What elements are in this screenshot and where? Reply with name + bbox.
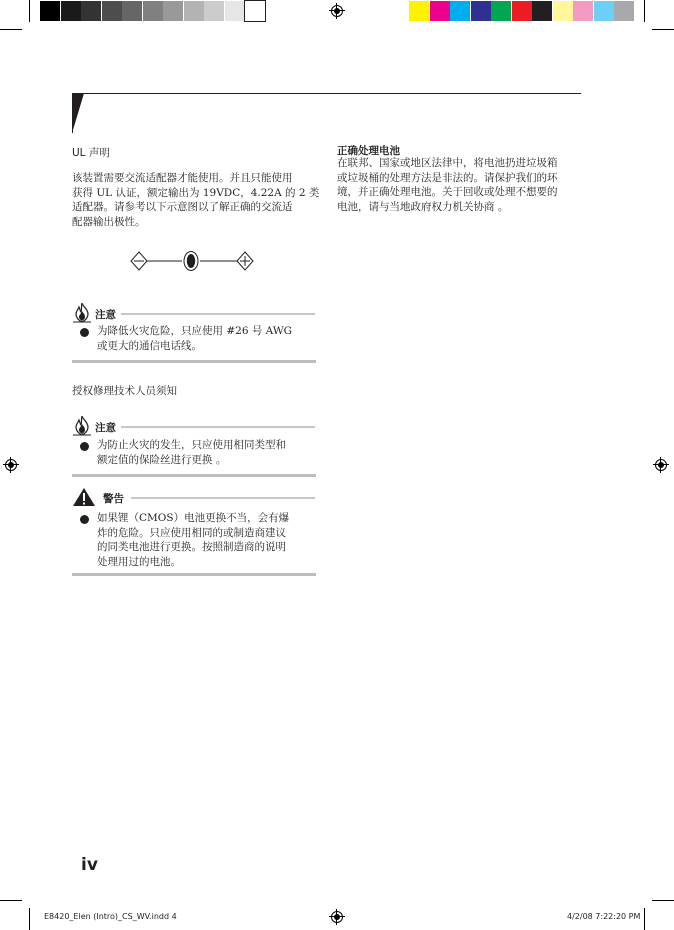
gray-swatch [204,1,224,21]
flame-icon [73,303,91,323]
color-swatch [409,1,429,21]
gray-swatch [81,1,101,21]
crop-mark [0,29,22,30]
warning-text-line: 的同类电池进行更换。按照制造商的说明 [97,541,286,554]
registration-mark-top [329,3,345,19]
crop-mark [29,908,30,930]
bullet [80,515,89,524]
caution-bottom-rule [72,474,316,477]
warning-bottom-rule [72,573,316,576]
color-swatch [614,1,634,21]
color-swatch [491,1,511,21]
registration-mark-left [3,457,19,473]
caution-header-rule [121,313,315,315]
battery-paragraph [337,156,587,214]
ul-paragraph [72,171,322,229]
color-swatch [594,1,614,21]
caution-text-line: 或更大的通信电话线。 [97,339,202,352]
polarity-diagram [130,250,256,272]
battery-paragraph-line: 电池，请与当地政府权力机关协商 。 [337,200,509,213]
battery-paragraph-line: 境，并正确处理电池。关于回收或处理不想要的 [337,186,558,199]
flame-icon [73,416,91,436]
header-rule [72,93,581,94]
gray-swatch [122,1,142,21]
crop-mark [0,900,22,901]
warning-text-line: 如果锂（CMOS）电池更换不当，会有爆 [97,512,290,524]
color-swatch [471,1,491,21]
gray-swatch [163,1,183,21]
header-wedge [72,93,84,133]
caution-bottom-rule [72,360,316,363]
gray-swatch [40,1,60,21]
caution-text-line: 为防止火灾的发生，只应使用相同类型和 [97,439,286,451]
crop-mark [644,908,645,930]
registration-mark-bottom [329,909,345,925]
battery-paragraph-line: 或垃圾桶的处理方法是非法的。请保护我们的环 [337,171,558,184]
header-left-bar [72,93,73,133]
battery-paragraph-line: 在联邦、国家或地区法律中，将电池扔进垃圾箱 [337,157,558,169]
caution-label: 注意 [95,309,116,321]
gray-swatch [245,1,265,21]
gray-swatch [61,1,81,21]
gray-swatch [143,1,163,21]
footer-filename: E8420_Elen (Intro)_CS_WV.indd 4 [44,912,177,921]
warning-triangle-icon [72,487,96,507]
crop-mark [652,29,674,30]
service-heading: 授权修理技术人员须知 [72,385,177,397]
warning-text-line: 炸的危险。只应使用相同的或制造商建议 [97,526,286,539]
gray-swatch [102,1,122,21]
registration-mark-right [653,457,669,473]
bullet [80,328,89,337]
color-swatch [512,1,532,21]
crop-mark [29,0,30,22]
ul-heading: UL 声明 [72,147,110,159]
caution-header-rule [121,426,315,428]
crop-mark [644,0,645,22]
ul-paragraph-line: 该装置需要交流适配器才能使用。并且只能使用 [72,172,293,184]
barrel-connector-center [187,254,195,268]
page-number: iv [81,855,98,875]
gray-swatch [225,1,245,21]
caution-text-line: 额定值的保险丝进行更换 。 [97,453,227,466]
bullet [80,442,89,451]
color-swatch [450,1,470,21]
color-swatch [532,1,552,21]
crop-mark [652,900,674,901]
warning-header-rule [131,497,315,499]
caution-text-line: 为降低火灾危险，只应使用 #26 号 AWG [97,325,293,337]
color-swatch [430,1,450,21]
color-swatch [573,1,593,21]
warning-text [97,511,317,569]
warning-label: 警告 [103,493,124,505]
gray-swatch [184,1,204,21]
ul-paragraph-line: 配器输出极性。 [72,215,146,228]
footer-timestamp: 4/2/08 7:22:20 PM [567,912,641,921]
ul-paragraph-line: 适配器。请参考以下示意图以了解正确的交流适 [72,201,293,214]
ul-paragraph-line: 获得 UL 认证，额定输出为 19VDC，4.22A 的 2 类 [72,186,320,199]
caution-label: 注意 [95,422,116,434]
caution-text [97,438,317,467]
battery-heading: 正确处理电池 [337,145,400,157]
caution-text [97,324,317,353]
warning-text-line: 处理用过的电池。 [97,555,181,568]
color-swatch [553,1,573,21]
